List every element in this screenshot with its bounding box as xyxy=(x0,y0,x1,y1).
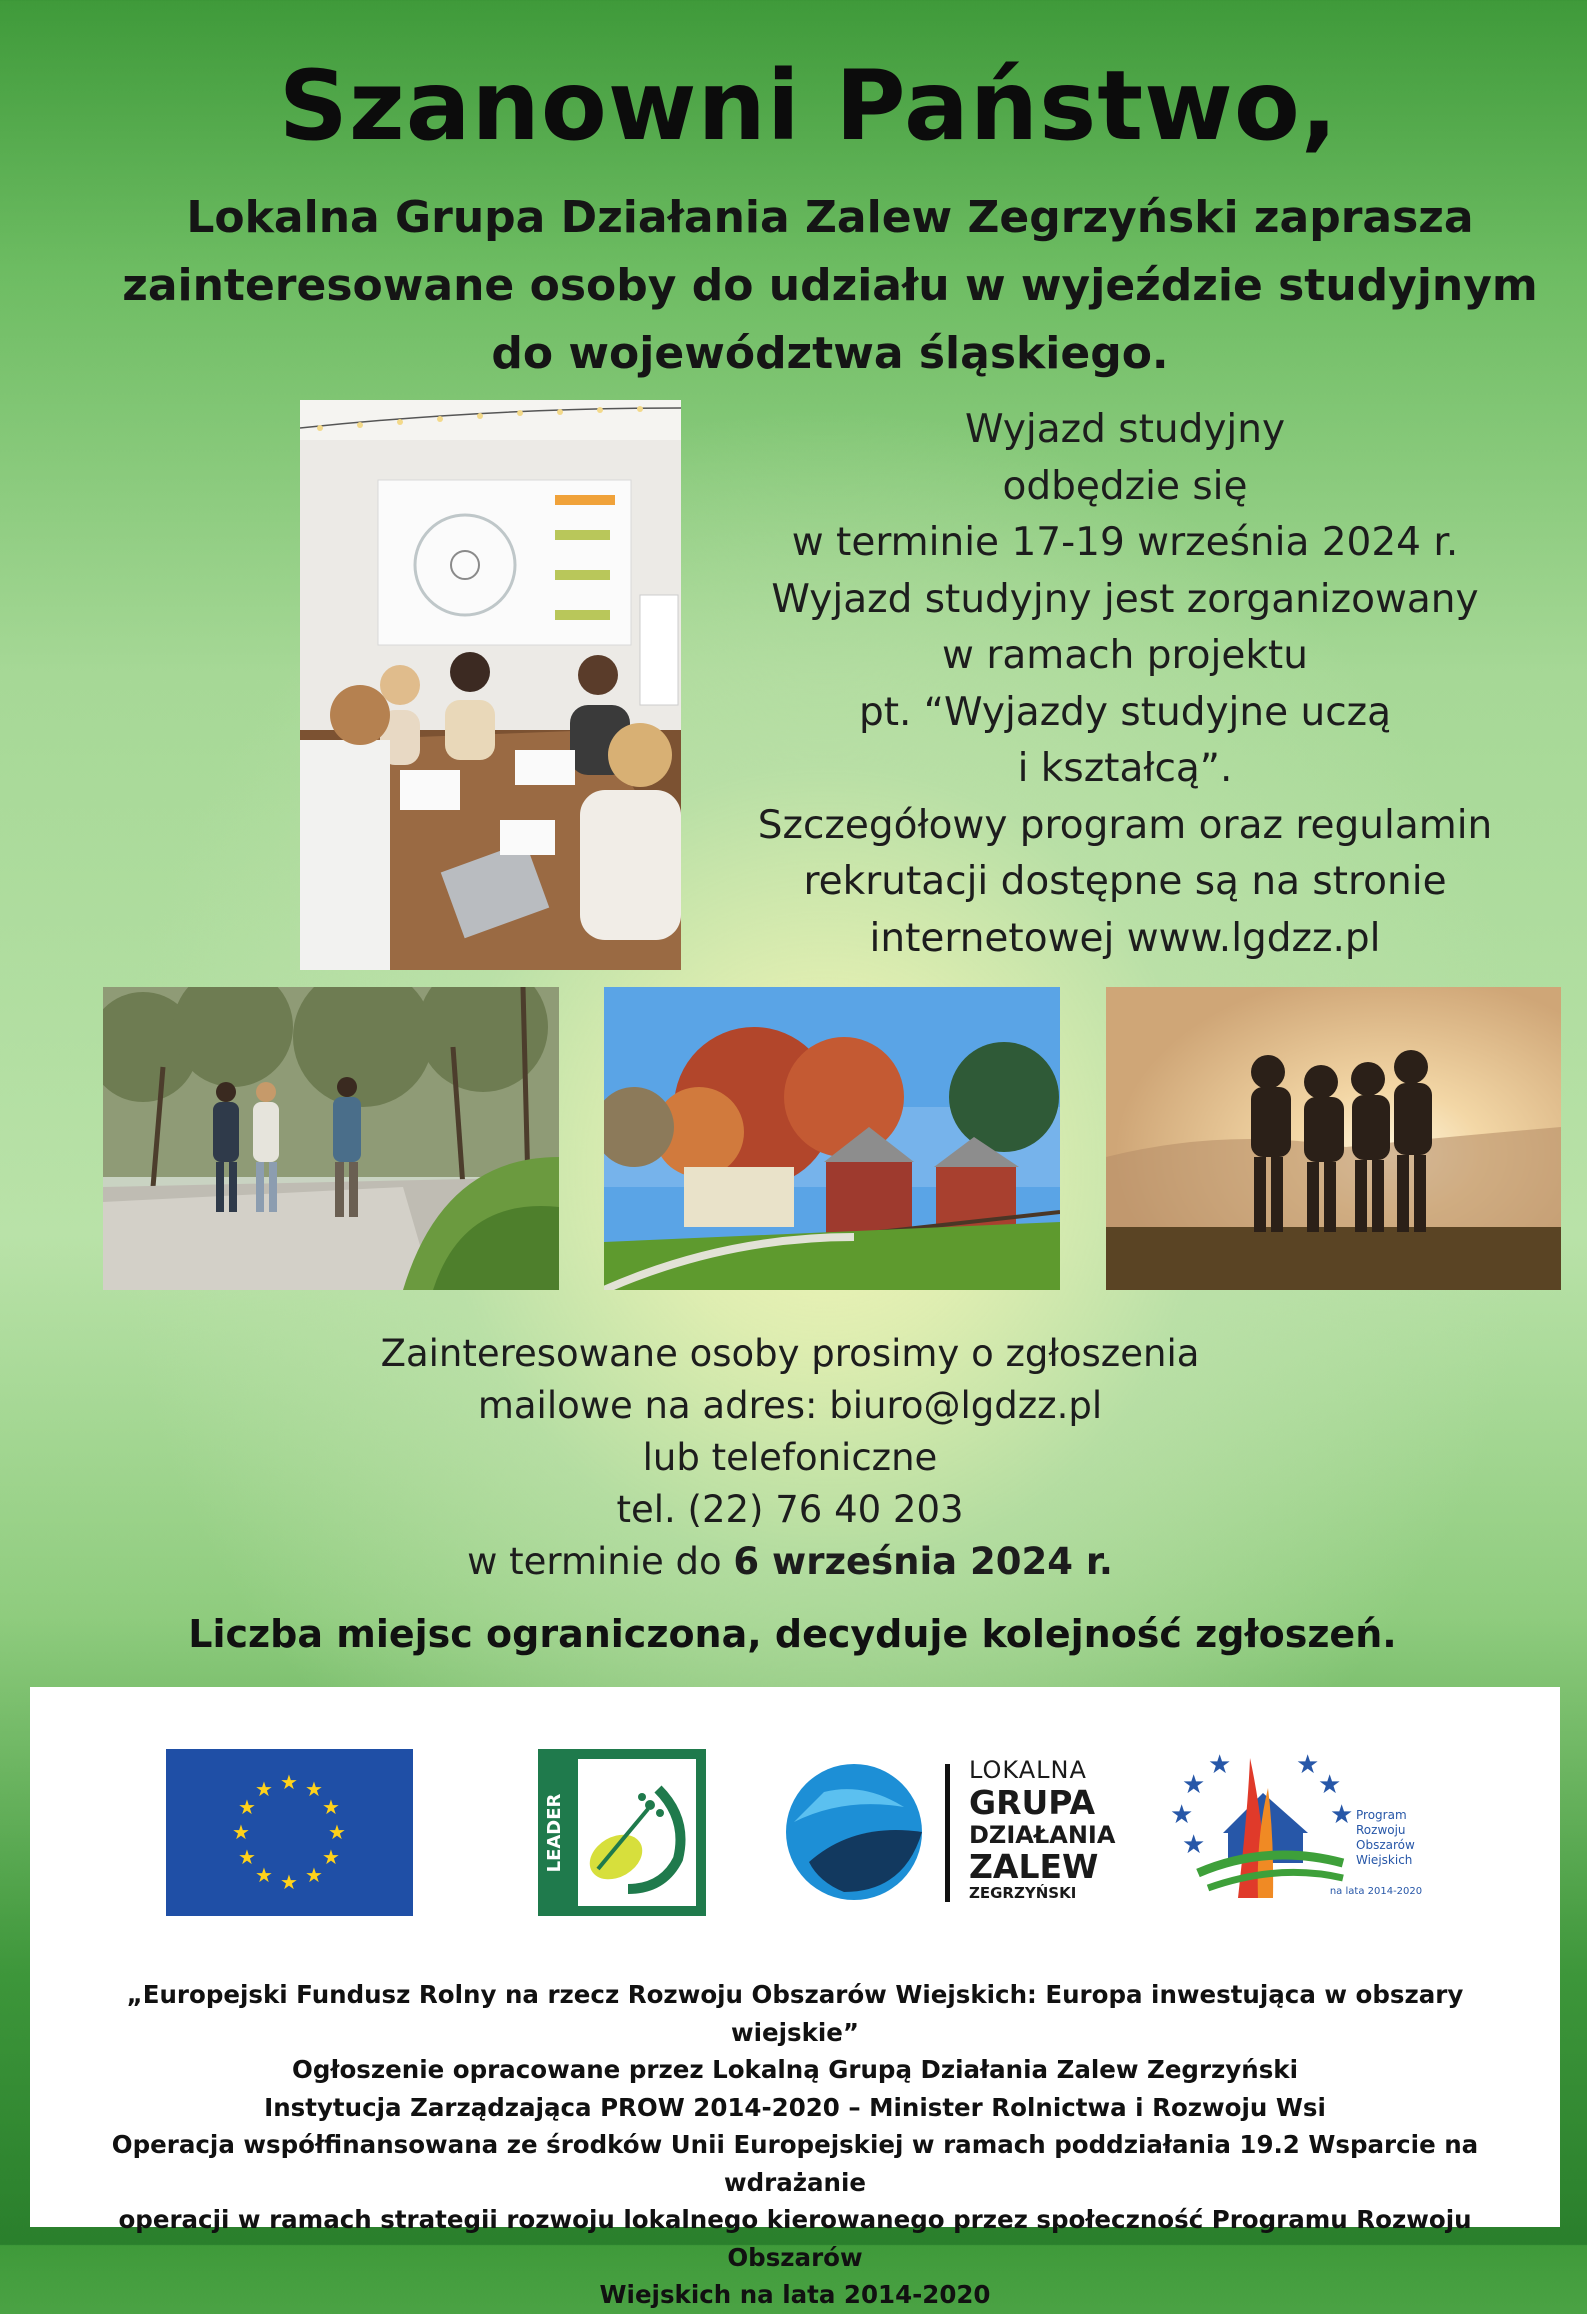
intro-paragraph xyxy=(110,184,1550,388)
svg-text:★: ★ xyxy=(1296,1750,1320,1780)
svg-text:★: ★ xyxy=(1182,1830,1206,1860)
info-line: Wyjazd studyjny xyxy=(964,407,1286,452)
svg-text:★: ★ xyxy=(238,1795,256,1819)
intro-line: do województwa śląskiego. xyxy=(491,328,1169,379)
svg-text:★: ★ xyxy=(255,1777,273,1801)
prow-word: Program xyxy=(1356,1808,1407,1822)
svg-text:★: ★ xyxy=(280,1870,298,1894)
info-line: w ramach projektu xyxy=(942,633,1308,678)
lgd-zalew-logo xyxy=(784,1752,1116,1914)
deadline-date: 6 września 2024 r. xyxy=(733,1540,1113,1583)
svg-text:★: ★ xyxy=(1182,1770,1206,1800)
info-line: Szczegółowy program oraz regulamin xyxy=(757,802,1493,848)
svg-text:★: ★ xyxy=(280,1770,298,1794)
info-line: Wyjazd studyjny jest zorganizowany xyxy=(771,576,1479,622)
red-barn-photo xyxy=(604,987,1060,1290)
svg-text:★: ★ xyxy=(328,1820,346,1844)
footer-line: „Europejski Fundusz Rolny na rzecz Rozwoju Obszarów Wiejskich: Europa inwestująca w obszary wiejskie” xyxy=(126,1980,1464,2047)
svg-text:★: ★ xyxy=(255,1863,273,1887)
lgd-word: ZALEW xyxy=(969,1847,1099,1886)
main-title: Szanowni Państwo, xyxy=(278,50,1339,162)
svg-text:★: ★ xyxy=(322,1795,340,1819)
svg-text:★: ★ xyxy=(305,1863,323,1887)
svg-text:★: ★ xyxy=(1318,1770,1342,1800)
info-line: i kształcą”. xyxy=(1017,746,1233,791)
footer-line: Instytucja Zarządzająca PROW 2014-2020 – Minister Rolnictwa i Rozwoju Wsi xyxy=(264,2092,1326,2122)
svg-text:★: ★ xyxy=(305,1777,323,1801)
contact-line: lub telefoniczne xyxy=(642,1436,938,1479)
lgd-word: ZEGRZYŃSKI xyxy=(969,1884,1077,1902)
svg-text:★: ★ xyxy=(1170,1800,1194,1830)
intro-line: zainteresowane osoby do udziału w wyjeździe studyjnym xyxy=(122,260,1538,311)
intro-line: Lokalna Grupa Działania Zalew Zegrzyński zaprasza xyxy=(186,192,1474,243)
footer-line: Wiejskich na lata 2014-2020 xyxy=(599,2280,991,2309)
deadline-prefix: w terminie do xyxy=(467,1540,734,1583)
contact-line: Zainteresowane osoby prosimy o zgłoszenia xyxy=(380,1332,1200,1375)
svg-text:★: ★ xyxy=(322,1845,340,1869)
svg-text:★: ★ xyxy=(1208,1750,1232,1780)
leader-logo-icon xyxy=(538,1749,706,1916)
info-line: w terminie 17-19 września 2024 r. xyxy=(791,520,1459,565)
contact-line: mailowe na adres: biuro@lgdzz.pl xyxy=(477,1384,1103,1427)
info-line: internetowej www.lgdzz.pl xyxy=(869,915,1381,961)
info-line: pt. “Wyjazdy studyjne uczą xyxy=(858,689,1392,735)
info-line: rekrutacji dostępne są na stronie xyxy=(803,859,1447,904)
footer-line: Operacja współfinansowana ze środków Unii Europejskiej w ramach poddziałania 19.2 Wsparcie na wdrażanie xyxy=(111,2130,1479,2197)
contact-line: tel. (22) 76 40 203 xyxy=(616,1488,964,1531)
limited-seats-notice: Liczba miejsc ograniczona, decyduje kolejność zgłoszeń. xyxy=(188,1612,1397,1656)
deadline-line xyxy=(290,1536,1290,1588)
lgd-word: DZIAŁANIA xyxy=(969,1821,1116,1849)
friends-sunset-photo xyxy=(1106,987,1561,1290)
prow-logo xyxy=(1168,1748,1440,1918)
trip-info xyxy=(740,402,1510,967)
svg-text:★: ★ xyxy=(1330,1800,1354,1830)
footer-line: operacji w ramach strategii rozwoju lokalnego kierowanego przez społeczność Programu Rozwoju Obszarów xyxy=(118,2205,1472,2272)
lgd-word: LOKALNA xyxy=(969,1756,1087,1784)
walking-people-photo xyxy=(103,987,559,1290)
info-line: odbędzie się xyxy=(1002,463,1248,509)
prow-years: na lata 2014-2020 xyxy=(1329,1886,1423,1897)
svg-text:★: ★ xyxy=(232,1820,250,1844)
footer-text xyxy=(60,1976,1530,2314)
leader-text: LEADER xyxy=(544,1793,565,1873)
prow-word: Rozwoju xyxy=(1356,1823,1406,1837)
lgd-word: GRUPA xyxy=(969,1783,1095,1822)
svg-text:★: ★ xyxy=(238,1845,256,1869)
prow-word: Obszarów xyxy=(1356,1838,1415,1852)
prow-word: Wiejskich xyxy=(1356,1853,1413,1867)
meeting-photo xyxy=(300,400,681,970)
eu-flag-icon xyxy=(166,1749,413,1916)
footer-line: Ogłoszenie opracowane przez Lokalną Grupą Działania Zalew Zegrzyński xyxy=(292,2055,1298,2084)
contact-info xyxy=(290,1328,1290,1588)
